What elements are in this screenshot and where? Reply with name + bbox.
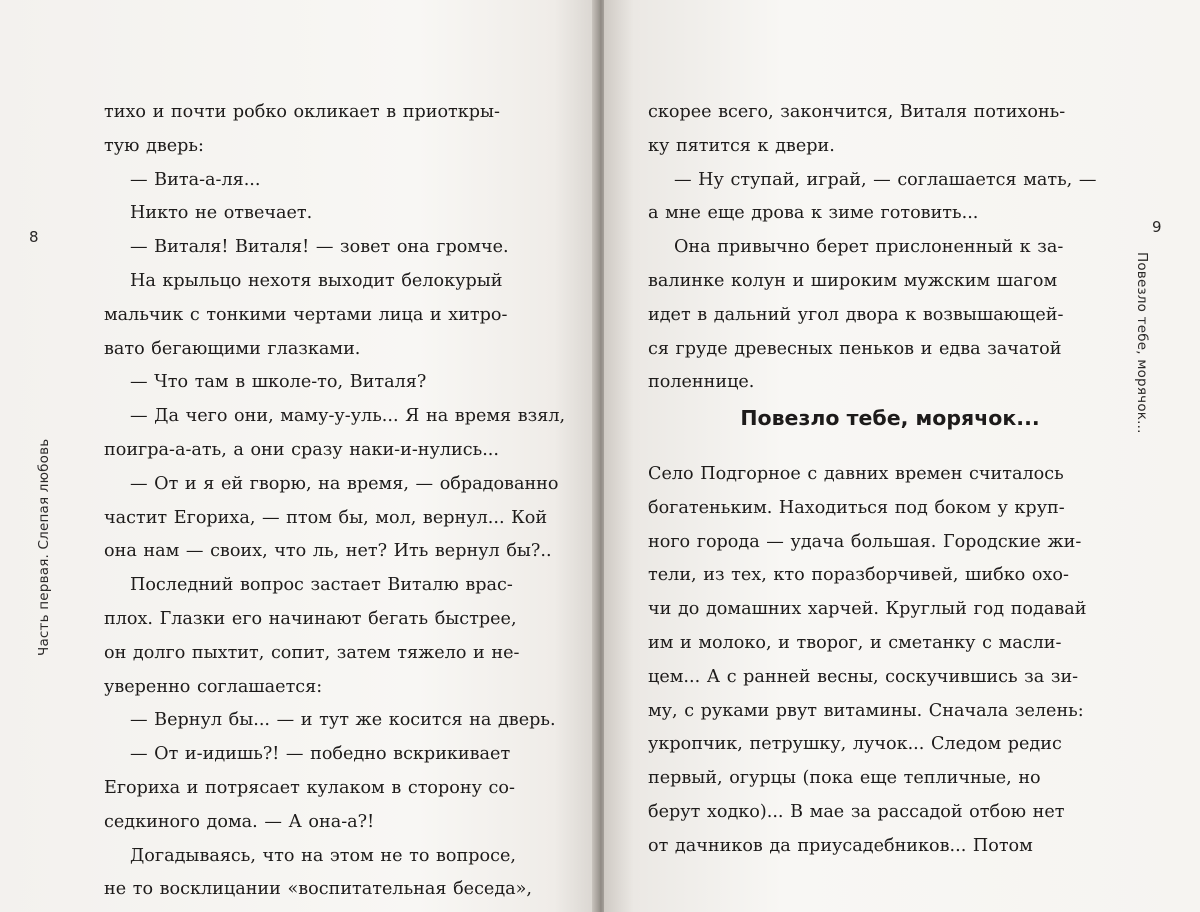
text-line: уверенно соглашается:	[104, 676, 323, 697]
page-number-left: 8	[29, 228, 39, 246]
text-line: первый, огурцы (пока еще тепличные, но	[648, 768, 1041, 789]
text-line: богатеньким. Находиться под боком у круп-	[648, 497, 1065, 518]
text-line: плох. Глазки его начинают бегать быстрее,	[104, 608, 517, 629]
text-line: Последний вопрос застает Виталю врас-	[130, 575, 513, 596]
text-line: тихо и почти робко окликает в приоткры-	[104, 102, 500, 122]
text-line: тели, из тех, кто поразборчивей, шибко охо-	[648, 565, 1069, 586]
text-line: — Вита-а-ля...	[130, 169, 261, 190]
text-line: ку пятится к двери.	[648, 135, 835, 156]
text-line: идет в дальний угол двора к возвышающей-	[648, 304, 1064, 325]
left-page-text	[104, 96, 576, 907]
text-line: — От и я ей гворю, на время, — обрадованно	[130, 473, 559, 494]
text-line: цем... А с ранней весны, соскучившись за зи-	[648, 666, 1079, 687]
page-number-right: 9	[1152, 218, 1162, 236]
text-line: мальчик с тонкими чертами лица и хитро-	[104, 304, 508, 325]
text-line: — Что там в школе-то, Виталя?	[130, 372, 427, 393]
text-line: скорее всего, закончится, Виталя потихонь-	[648, 102, 1066, 122]
text-line: им и молоко, и творог, и сметанку с масли-	[648, 632, 1062, 653]
text-line: — Ну ступай, играй, — соглашается мать, —	[674, 169, 1097, 190]
text-line: а мне еще дрова к зиме готовить...	[648, 203, 979, 224]
text-line: ного города — удача большая. Городские жи-	[648, 531, 1082, 552]
text-line: ся груде древесных пеньков и едва зачатой	[648, 338, 1062, 359]
text-line: чи до домашних харчей. Круглый год подавай	[648, 599, 1087, 620]
text-line: Егориха и потрясает кулаком в сторону со-	[104, 777, 515, 798]
text-line: Она привычно берет прислоненный к за-	[674, 237, 1064, 258]
text-line: частит Егориха, — птом бы, мол, вернул... Кой	[104, 507, 548, 528]
text-line: седкиного дома. — А она-а?!	[104, 811, 375, 832]
text-line: укропчик, петрушку, лучок... Следом редис	[648, 734, 1062, 755]
left-page	[0, 0, 596, 912]
text-line: он долго пыхтит, сопит, затем тяжело и не-	[104, 642, 520, 663]
text-line: — Виталя! Виталя! — зовет она громче.	[130, 237, 509, 258]
text-line: валинке колун и широким мужским шагом	[648, 270, 1058, 291]
text-line: поигра-а-ать, а они сразу наки-и-нулись...	[104, 439, 499, 460]
chapter-title: Повезло тебе, морячок...	[740, 406, 1040, 430]
text-line: вато бегающими глазками.	[104, 338, 361, 359]
right-page-text-bottom	[648, 458, 1132, 864]
running-head-right: Повезло тебе, морячок...	[1134, 252, 1150, 434]
running-head-left: Часть первая. Слепая любовь	[36, 438, 52, 656]
text-line: Догадываясь, что на этом не то вопросе,	[130, 845, 516, 866]
text-line: му, с руками рвут витамины. Сначала зелень:	[648, 700, 1084, 721]
text-line: от дачников да приусадебников... Потом	[648, 835, 1033, 856]
text-line: Никто не отвечает.	[130, 203, 313, 224]
text-line: тую дверь:	[104, 135, 204, 156]
text-line: — Да чего они, маму-у-уль... Я на время взял,	[130, 406, 566, 427]
text-line: — От и-идишь?! — победно вскрикивает	[130, 744, 511, 765]
text-line: поленнице.	[648, 372, 755, 393]
text-line: Село Подгорное с давних времен считалось	[648, 464, 1064, 484]
text-line: На крыльцо нехотя выходит белокурый	[130, 270, 503, 291]
text-line: она нам — своих, что ль, нет? Ить вернул бы?..	[104, 541, 552, 562]
right-page-text-top	[648, 96, 1132, 400]
text-line: берут ходко)... В мае за рассадой отбою нет	[648, 801, 1065, 822]
text-line: не то восклицании «воспитательная беседа»,	[104, 879, 533, 900]
text-line: — Вернул бы... — и тут же косится на дверь.	[130, 710, 556, 731]
